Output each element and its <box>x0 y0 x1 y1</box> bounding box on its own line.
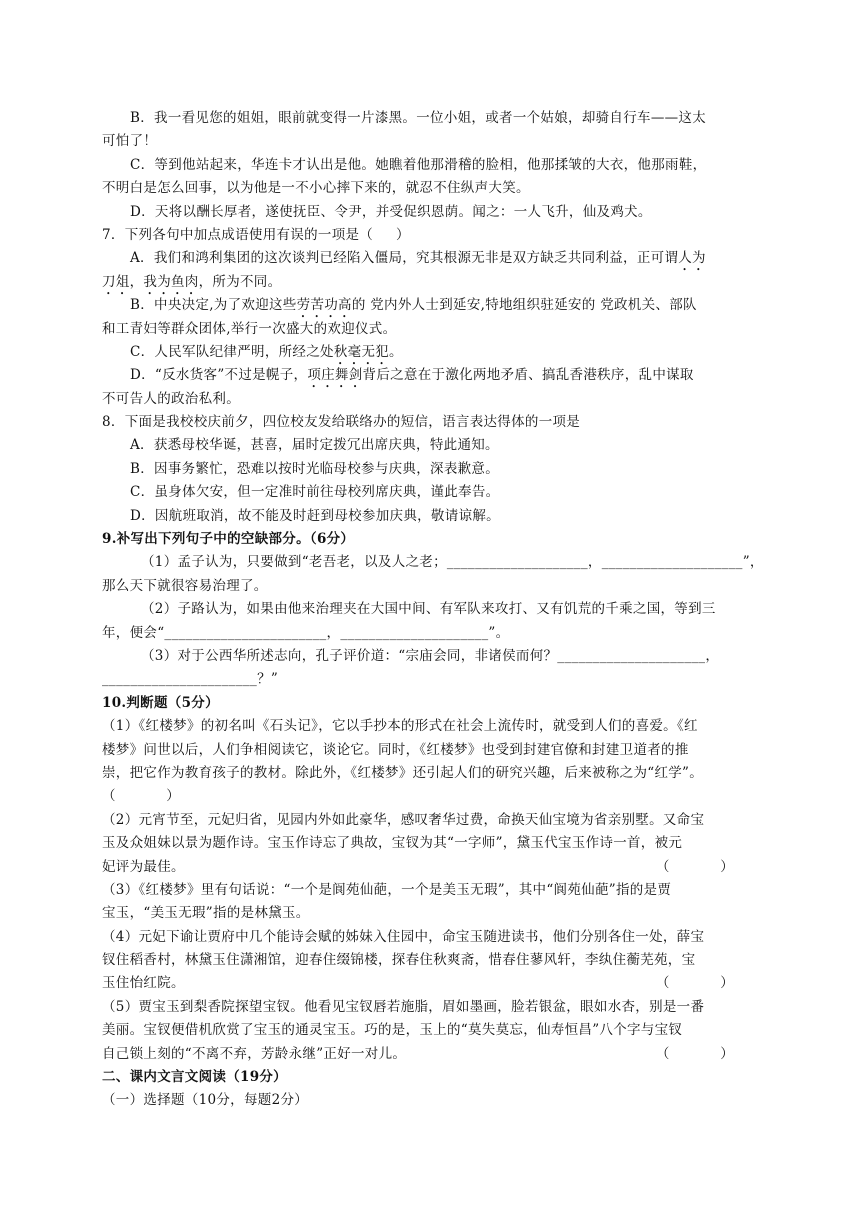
section-2-subtitle: （一）选择题（10分，每题2分） <box>102 1092 309 1109</box>
q6-option-b-line2: 可怕了！ <box>102 133 158 150</box>
q10-item-3-line1: （3）《红楼梦》里有句话说：“一个是阆苑仙葩，一个是美玉无瑕”，其中“阆苑仙葩”指的是贾 <box>102 881 672 898</box>
q7-b-dotted-idiom: 劳苦功高 <box>296 297 352 314</box>
q7-option-d-line1 <box>102 364 762 387</box>
q6-option-c-line2: 不明白是怎么回事，以为他是一不小心摔下来的，就忍不住纵声大笑。 <box>102 180 530 197</box>
q7-a-dotted-idiom-part1: 人为 <box>678 250 706 267</box>
q10-item-4-line2: 钗住稻香村，林黛玉住潇湘馆，迎春住缀锦楼，探春住秋爽斋，惜春住蓼风轩，李纨住蘅芜苑，宝 <box>102 952 696 969</box>
q8-option-c: C．虽身体欠安，但一定准时前往母校列席庆典，谨此奉告。 <box>130 484 500 501</box>
q9-sentence-1-line1: （1）孟子认为，只要做到“老吾老，以及人之老；____________________，____________________”， <box>141 554 764 571</box>
q10-item-1-answer-paren: （ ） <box>102 788 181 805</box>
q7-option-d-line2: 不可告人的政治私利。 <box>102 390 240 407</box>
q6-option-c-line1: C．等到他站起来，华连卡才认出是他。她瞧着他那滑稽的脸相，他那揉皱的大衣，他那雨鞋， <box>130 156 707 173</box>
q10-item-4-answer-paren: （ ） <box>655 975 734 992</box>
q7-c-text: C．人民军队纪律严明，所经之处 <box>130 343 334 360</box>
q7-b-text: B．中央决定,为了欢迎这些 <box>130 297 297 314</box>
q10-item-4-text: 玉住怡红院。 <box>102 975 185 992</box>
q10-item-3-line2: 宝玉，“美玉无瑕”指的是林黛玉。 <box>102 905 310 922</box>
q7-option-a-line2 <box>102 271 762 294</box>
q10-item-1-line1: （1）《红楼梦》的初名叫《石头记》，它以手抄本的形式在社会上流传时，就受到人们的喜爱。《红 <box>102 718 698 735</box>
q10-item-1-line3: 崇，把它作为教育孩子的教材。除此外，《红楼梦》还引起人们的研究兴趣，后来被称之为“红学”。 <box>102 764 704 781</box>
q7-a-text-end: ，所为不同。 <box>198 273 282 290</box>
q10-item-2-line1: （2）元宵节至，元妃归省，见园内外如此豪华，感叹奢华过费，命换天仙宝境为省亲别墅。又命宝 <box>102 811 705 828</box>
q10-item-4-line3 <box>102 972 762 995</box>
q10-item-2-answer-paren: （ ） <box>655 858 734 875</box>
q8-option-b: B．因事务繁忙，恐难以按时光临母校参与庆典，深表歉意。 <box>130 460 500 477</box>
q8-option-d: D．因航班取消，故不能及时赶到母校参加庆典，敬请谅解。 <box>130 507 500 524</box>
section-2-title: 二、课内文言文阅读（19分） <box>102 1069 287 1086</box>
q9-sentence-2-line2: 年，便会“_______________________，_____________________”。 <box>102 624 510 641</box>
q6-option-d: D．天将以酬长厚者，遂使抚臣、令尹，并受促织恩荫。闻之：一人飞升，仙及鸡犬。 <box>130 203 652 220</box>
q10-item-5-line1: （5）贾宝玉到梨香院探望宝钗。他看见宝钗唇若施脂，眉如墨画，脸若银盆，眼如水杏，别是一番 <box>102 998 705 1015</box>
q10-item-1-line2: 楼梦》问世以后，人们争相阅读它，谈论它。同时，《红楼梦》也受到封建官僚和封建卫道者的推 <box>102 741 689 758</box>
q10-item-5-answer-paren: （ ） <box>655 1045 734 1062</box>
q7-option-c <box>102 341 762 364</box>
q7-b-text-end: 的 党内外人士到延安,特地组织驻延安的 党政机关、部队 <box>351 297 697 314</box>
q7-option-b-line2: 和工青妇等群众团体,举行一次盛大的欢迎仪式。 <box>102 320 397 337</box>
q9-sentence-3-line1: （3）对于公西华所述志向，孔子评价道：“宗庙会同，非诸侯而何？_____________________， <box>141 647 720 664</box>
q9-sentence-1-line2: 那么天下就很容易治理了。 <box>102 577 268 594</box>
q10-item-5-line3 <box>102 1043 762 1066</box>
q10-item-2-line3 <box>102 856 762 879</box>
q7-c-dotted-idiom: 秋毫无犯 <box>333 343 390 360</box>
q7-c-text-end: 。 <box>389 343 403 360</box>
q8-option-a: A．获悉母校华诞，甚喜，届时定拨冗出席庆典，特此通知。 <box>130 437 499 454</box>
q7-stem: 7．下列各句中加点成语使用有误的一项是（ ） <box>102 226 410 243</box>
q7-option-a-line1 <box>102 247 762 270</box>
q10-item-2-line2: 玉及众姐妹以景为题作诗。宝玉作诗忘了典故，宝钗为其“一字师”，黛玉代宝玉作诗一首，被元 <box>102 835 683 852</box>
q9-sentence-3-line2: ______________________？” <box>102 671 279 688</box>
q10-item-5-text: 自己锁上刻的“不离不弃，芳龄永继”正好一对儿。 <box>102 1045 407 1062</box>
q7-a-dotted-idiom-part2: 刀俎，我为鱼肉 <box>102 273 199 290</box>
q10-item-5-line2: 美丽。宝钗便借机欣赏了宝玉的通灵宝玉。巧的是，玉上的“莫失莫忘，仙寿恒昌”八个字与宝钗 <box>102 1022 683 1039</box>
q10-item-4-line1: （4）元妃下谕让贾府中几个能诗会赋的姊妹入住园中，命宝玉随进读书，他们分别各住一处，薛宝 <box>102 928 705 945</box>
q7-option-b-line1 <box>102 294 762 317</box>
q6-option-b-line1: B．我一看见您的姐姐，眼前就变得一片漆黑。一位小姐，或者一个姑娘，却骑自行车——这太 <box>130 110 707 126</box>
q10-item-2-text: 妃评为最佳。 <box>102 858 185 875</box>
q7-a-text: A．我们和鸿利集团的这次谈判已经陷入僵局，究其根源无非是双方缺乏共同利益，正可谓 <box>130 250 679 267</box>
q9-title: 9.补写出下列句子中的空缺部分。（6分） <box>102 531 355 548</box>
q8-stem: 8．下面是我校校庆前夕，四位校友发给联络办的短信，语言表达得体的一项是 <box>102 414 581 431</box>
q9-sentence-2-line1: （2）子路认为，如果由他来治理夹在大国中间、有军队来攻打、又有饥荒的千乘之国，等到三 <box>141 601 716 618</box>
q7-d-text: D．“反水货客”不过是幌子， <box>130 367 308 384</box>
q7-d-dotted-idiom: 项庄舞剑 <box>307 367 363 384</box>
page-content <box>102 107 762 1113</box>
q7-d-text-end: 背后之意在于激化两地矛盾、搞乱香港秩序，乱中谋取 <box>362 367 694 384</box>
q10-title: 10.判断题（5分） <box>102 694 219 711</box>
